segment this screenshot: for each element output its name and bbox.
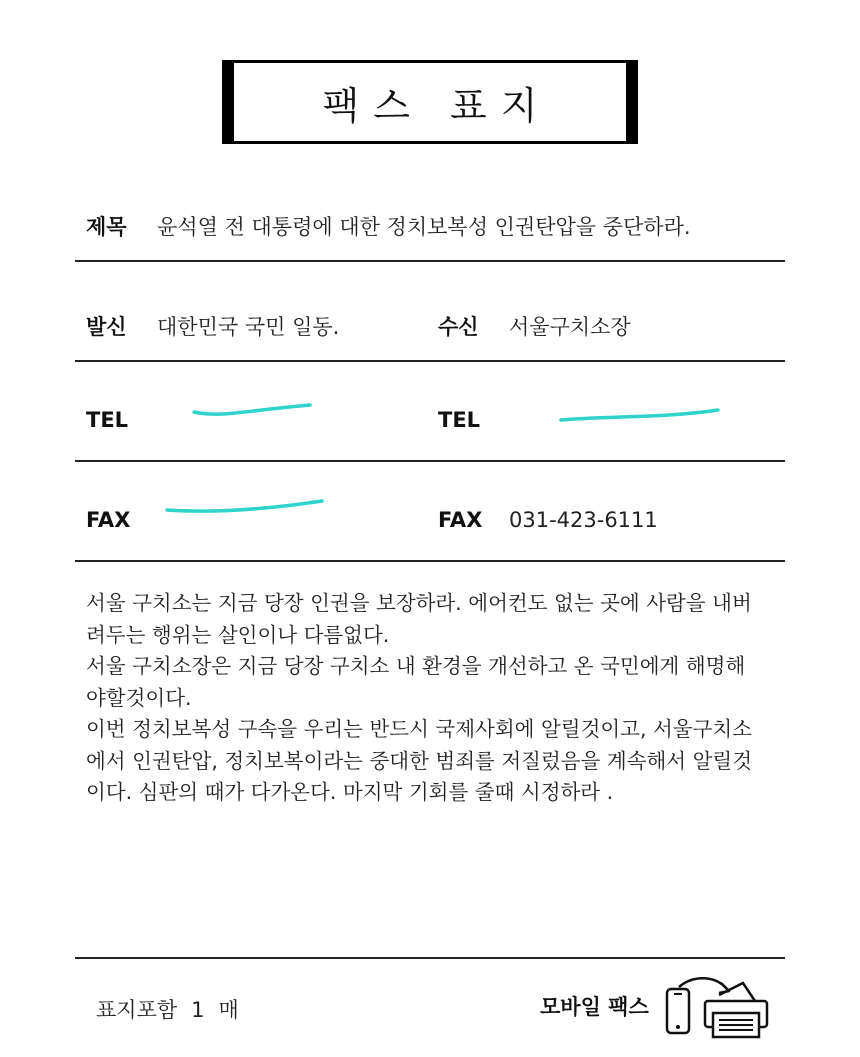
recipient-tel-label: TEL (438, 408, 481, 432)
sender-tel-redaction (190, 398, 320, 422)
mobile-fax-icon (665, 975, 771, 1041)
sender-fax-label: FAX (86, 508, 131, 532)
recipient-fax-value: 031-423-6111 (509, 508, 658, 532)
page-count-label: 표지포함 (96, 998, 178, 1022)
message-line: 서울 구치소장은 지금 당장 구치소 내 환경을 개선하고 온 국민에게 해명해 (86, 654, 746, 678)
subject-label: 제목 (86, 215, 127, 239)
sender-label: 발신 (86, 315, 127, 339)
fax-cover-title-box (222, 60, 638, 144)
message-line: 이다. 심판의 때가 다가온다. 마지막 기회를 줄때 시정하라 . (86, 780, 614, 804)
message-body (86, 588, 786, 809)
page-count-value: 1 (191, 998, 205, 1022)
recipient-label: 수신 (438, 315, 479, 339)
divider-1 (75, 260, 785, 262)
divider-3 (75, 460, 785, 462)
message-line: 려두는 행위는 살인이나 다름없다. (86, 622, 390, 647)
fax-cover-title: 팩스 표지 (322, 83, 552, 128)
message-line: 서울 구치소는 지금 당장 인권을 보장하라. 에어컨도 없는 곳에 사람을 내버 (86, 591, 752, 615)
page-count-unit: 매 (218, 998, 239, 1022)
mobile-fax-brand: 모바일 팩스 (540, 995, 649, 1019)
subject-value: 윤석열 전 대통령에 대한 정치보복성 인권탄압을 중단하라. (157, 215, 691, 239)
footer-divider (75, 957, 785, 959)
divider-4 (75, 560, 785, 562)
page-count (96, 994, 253, 1024)
message-line: 야할것이다. (86, 685, 192, 710)
message-line: 이번 정치보복성 구속을 우리는 반드시 국제사회에 알릴것이고, 서울구치소 (86, 717, 753, 741)
recipient-value: 서울구치소장 (509, 315, 631, 339)
sender-value: 대한민국 국민 일동. (157, 315, 340, 339)
sender-tel-label: TEL (86, 408, 129, 432)
recipient-tel-redaction (556, 402, 726, 426)
divider-2 (75, 360, 785, 362)
message-line: 에서 인권탄압, 정치보복이라는 중대한 범죄를 저질렀음을 계속해서 알릴것 (86, 748, 753, 773)
sender-fax-redaction (162, 494, 330, 520)
recipient-fax-label: FAX (438, 508, 483, 532)
